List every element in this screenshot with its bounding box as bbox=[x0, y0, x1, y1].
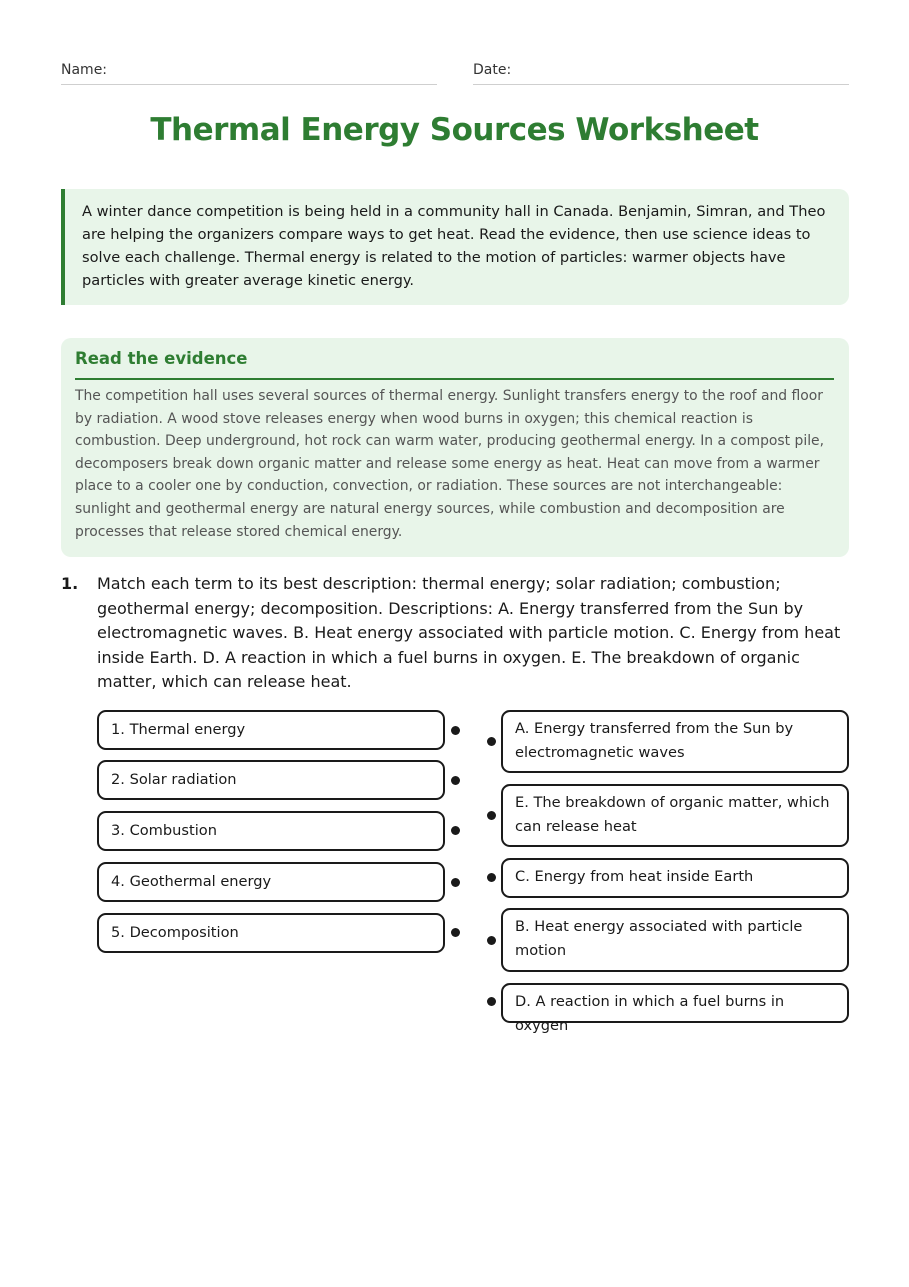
question-text: Match each term to its best description: thermal energy; solar radiation; combustion; geothermal energy; decomposition. Descriptions: A. Energy transferred from the Sun by electromagnetic waves. B. Heat energy associated with particle motion. C. Energy from heat inside Earth. D. A reaction in which a fuel burns in oxygen. E. The breakdown of organic matter, which can release heat. bbox=[97, 574, 841, 692]
description-a[interactable]: A. Energy transferred from the Sun by electromagnetic waves bbox=[501, 710, 849, 773]
date-label: Date: bbox=[473, 62, 512, 78]
description-b[interactable]: B. Heat energy associated with particle motion bbox=[501, 908, 849, 972]
question-number: 1. bbox=[61, 574, 79, 593]
evidence-heading: Read the evidence bbox=[75, 349, 834, 380]
term-combustion[interactable]: 3. Combustion bbox=[97, 811, 445, 851]
date-field[interactable] bbox=[473, 62, 849, 85]
description-connector-dot[interactable] bbox=[487, 811, 496, 820]
description-e[interactable]: E. The breakdown of organic matter, which can release heat bbox=[501, 784, 849, 847]
term-connector-dot[interactable] bbox=[451, 928, 460, 937]
intro-box bbox=[61, 189, 849, 305]
evidence-box bbox=[61, 338, 849, 557]
description-c[interactable]: C. Energy from heat inside Earth bbox=[501, 858, 849, 898]
term-connector-dot[interactable] bbox=[451, 776, 460, 785]
evidence-text: The competition hall uses several sources of thermal energy. Sunlight transfers energy to the roof and floor by radiation. A wood stove releases energy when wood burns in oxygen; this chemical reaction is combustion. Deep underground, hot rock can warm water, producing geothermal energy. In a compost pile, decomposers break down organic matter and release some energy as heat. Heat can move from a warmer place to a cooler one by conduction, convection, or radiation. These sources are not interchangeable: sunlight and geothermal energy are natural energy sources, while combustion and decomposition are processes that release stored chemical energy. bbox=[75, 388, 825, 540]
term-decomposition[interactable]: 5. Decomposition bbox=[97, 913, 445, 953]
description-connector-dot[interactable] bbox=[487, 997, 496, 1006]
term-solar-radiation[interactable]: 2. Solar radiation bbox=[97, 760, 445, 800]
term-connector-dot[interactable] bbox=[451, 826, 460, 835]
intro-text: A winter dance competition is being held in a community hall in Canada. Benjamin, Simran, and Theo are helping the organizers compare ways to get heat. Read the evidence, then use science ideas to solve each challenge. Thermal energy is related to the motion of particles: warmer objects have particles with greater average kinetic energy. bbox=[82, 203, 826, 289]
name-label: Name: bbox=[61, 62, 108, 78]
description-d[interactable]: D. A reaction in which a fuel burns in oxygen bbox=[501, 983, 849, 1023]
name-field[interactable] bbox=[61, 62, 437, 85]
description-connector-dot[interactable] bbox=[487, 737, 496, 746]
term-thermal-energy[interactable]: 1. Thermal energy bbox=[97, 710, 445, 750]
header-fields bbox=[61, 62, 849, 85]
term-geothermal-energy[interactable]: 4. Geothermal energy bbox=[97, 862, 445, 902]
page-title: Thermal Energy Sources Worksheet bbox=[150, 112, 759, 148]
term-connector-dot[interactable] bbox=[451, 878, 460, 887]
term-connector-dot[interactable] bbox=[451, 726, 460, 735]
description-connector-dot[interactable] bbox=[487, 873, 496, 882]
description-connector-dot[interactable] bbox=[487, 936, 496, 945]
